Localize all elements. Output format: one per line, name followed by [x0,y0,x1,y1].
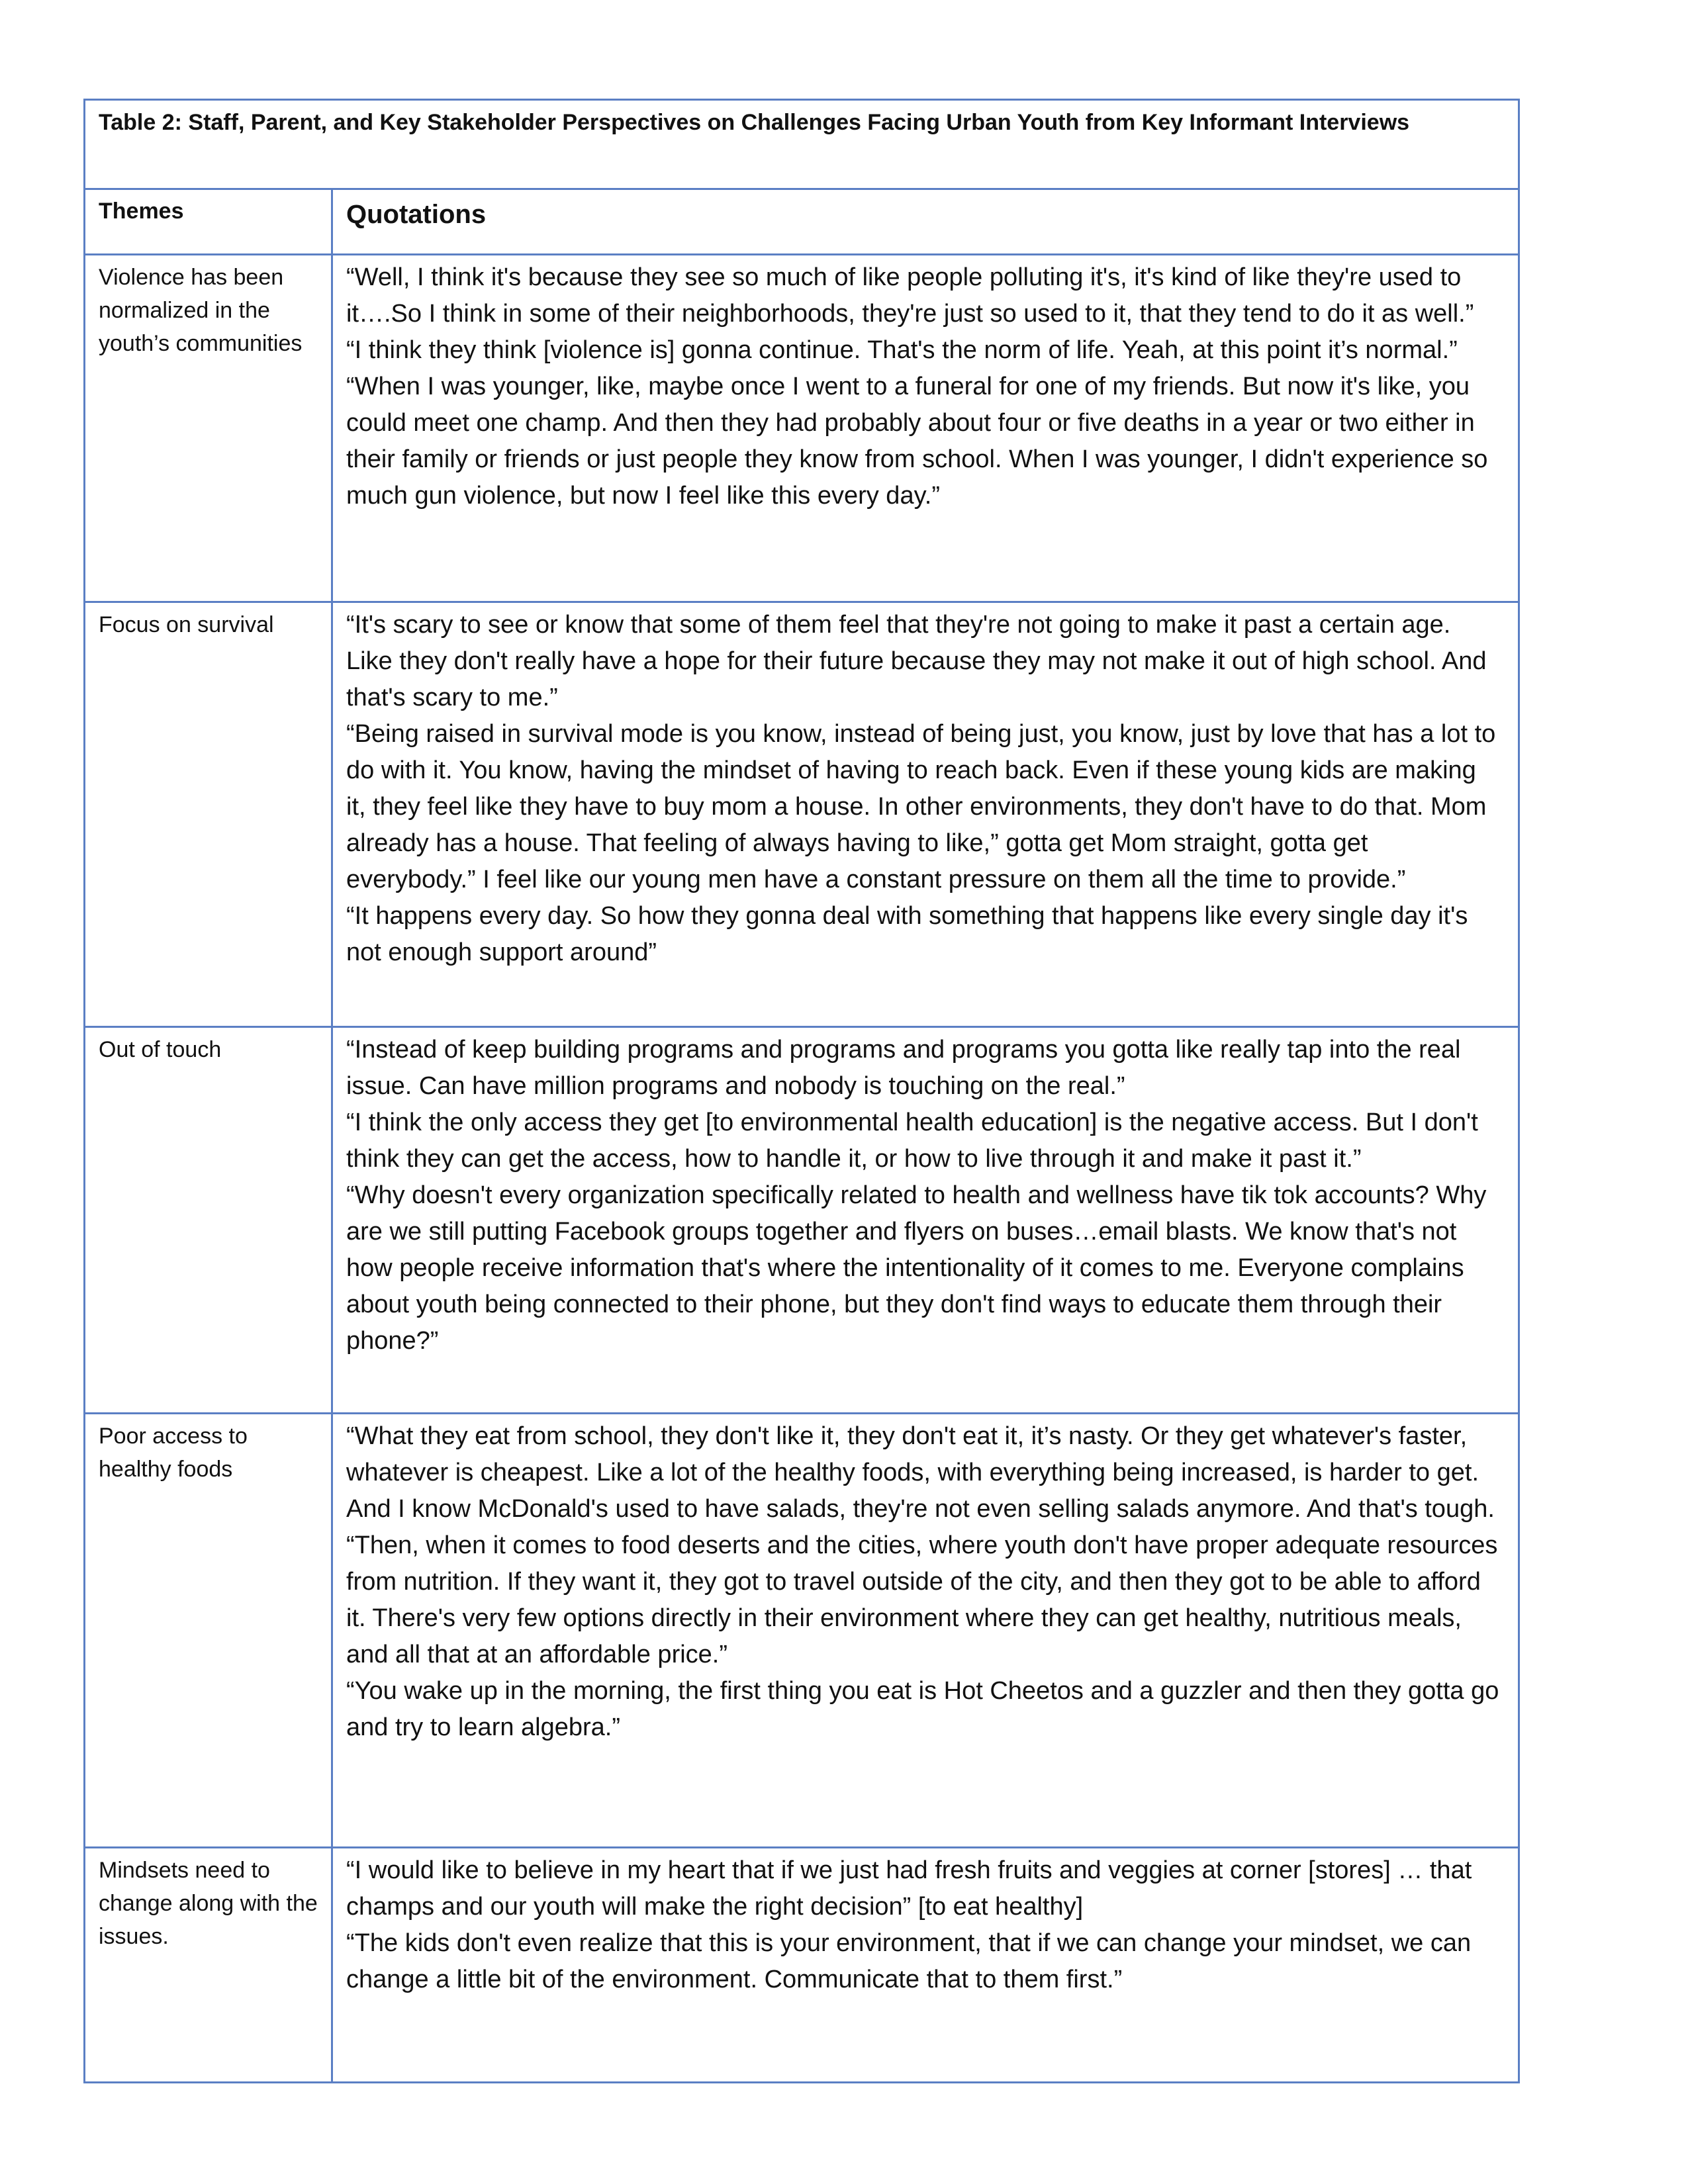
theme-cell: Poor access to healthy foods [85,1414,332,1848]
quotation: “It happens every day. So how they gonna deal with something that happens like every single day it's not enough support around” [346,902,1468,966]
theme-cell: Mindsets need to change along with the issues. [85,1848,332,2083]
quotation: “You wake up in the morning, the first thing you eat is Hot Cheetos and a guzzler and then they gotta go and try to learn algebra.” [346,1677,1499,1741]
quotation: “Then, when it comes to food deserts and the cities, where youth don't have proper adequate resources from nutrition. If they want it, they got to travel outside of the city, and then they got to be able to afford it. There's very few options directly in their environment where they can get healthy, nutritious meals, and all that at an affordable price.” [346,1531,1498,1668]
perspectives-table [83,99,1520,2083]
table-row [85,1027,1519,1414]
table-caption: Table 2: Staff, Parent, and Key Stakeholder Perspectives on Challenges Facing Urban Youth from Key Informant Interviews [85,100,1519,189]
theme-cell: Out of touch [85,1027,332,1414]
table-caption-row [85,100,1519,189]
quotation: “I would like to believe in my heart that if we just had fresh fruits and veggies at corner [stores] … that champs and our youth will make the right decision” [to eat healthy] [346,1856,1472,1921]
quotations-cell [332,1414,1519,1848]
quotation: “I think the only access they get [to environmental health education] is the negative access. But I don't think they can get the access, how to handle it, or how to live through it and make it past it.” [346,1109,1478,1173]
table-row [85,1414,1519,1848]
quotation: “When I was younger, like, maybe once I went to a funeral for one of my friends. But now it's like, you could meet one champ. And then they had probably about four or five deaths in a year or two either in their family or friends or just people they know from school. When I was younger, I didn't experience so much gun violence, but now I feel like this every day.” [346,373,1488,510]
quotations-cell [332,1027,1519,1414]
quotation: “Why doesn't every organization specifically related to health and wellness have tik tok accounts? Why are we still putting Facebook groups together and flyers on buses…email blasts. We know that's not how people receive information that's where the intentionality of it comes to me. Everyone complains about youth being connected to their phone, but they don't find ways to educate them through their phone?” [346,1181,1487,1355]
quotation: “Being raised in survival mode is you know, instead of being just, you know, just by love that has a lot to do with it. You know, having the mindset of having to reach back. Even if these young kids are making it, they feel like they have to buy mom a house. In other environments, they don't have to do that. Mom already has a house. That feeling of always having to like,” gotta get Mom straight, gotta get everybody.” I feel like our young men have a constant pressure on them all the time to provide.” [346,720,1496,893]
quotations-header: Quotations [332,189,1519,255]
quotation: “The kids don't even realize that this is your environment, that if we can change your mindset, we can change a little bit of the environment. Communicate that to them first.” [346,1929,1472,1993]
themes-header: Themes [85,189,332,255]
quotation: “Well, I think it's because they see so much of like people polluting it's, it's kind of like they're used to it….So I think in some of their neighborhoods, they're just so used to it, that they tend to do it as well.” [346,263,1474,328]
quotation: “I think they think [violence is] gonna continue. That's the norm of life. Yeah, at this point it’s normal.” [346,336,1458,364]
table-row [85,602,1519,1027]
theme-cell: Focus on survival [85,602,332,1027]
quotations-cell [332,255,1519,602]
table-row [85,1848,1519,2083]
quotation: “It's scary to see or know that some of them feel that they're not going to make it past a certain age. Like they don't really have a hope for their future because they may not make it out of high school. And that's scary to me.” [346,611,1487,711]
quotation: “Instead of keep building programs and programs and programs you gotta like really tap into the real issue. Can have million programs and nobody is touching on the real.” [346,1036,1461,1100]
table-row [85,255,1519,602]
theme-cell: Violence has been normalized in the youth’s communities [85,255,332,602]
table-header-row [85,189,1519,255]
quotations-cell [332,602,1519,1027]
quotations-cell [332,1848,1519,2083]
quotation: “What they eat from school, they don't like it, they don't eat it, it’s nasty. Or they get whatever's faster, whatever is cheapest. Like a lot of the healthy foods, with everything being increased, is harder to get. And I know McDonald's used to have salads, they're not even selling salads anymore. And that's tough. [346,1422,1495,1523]
